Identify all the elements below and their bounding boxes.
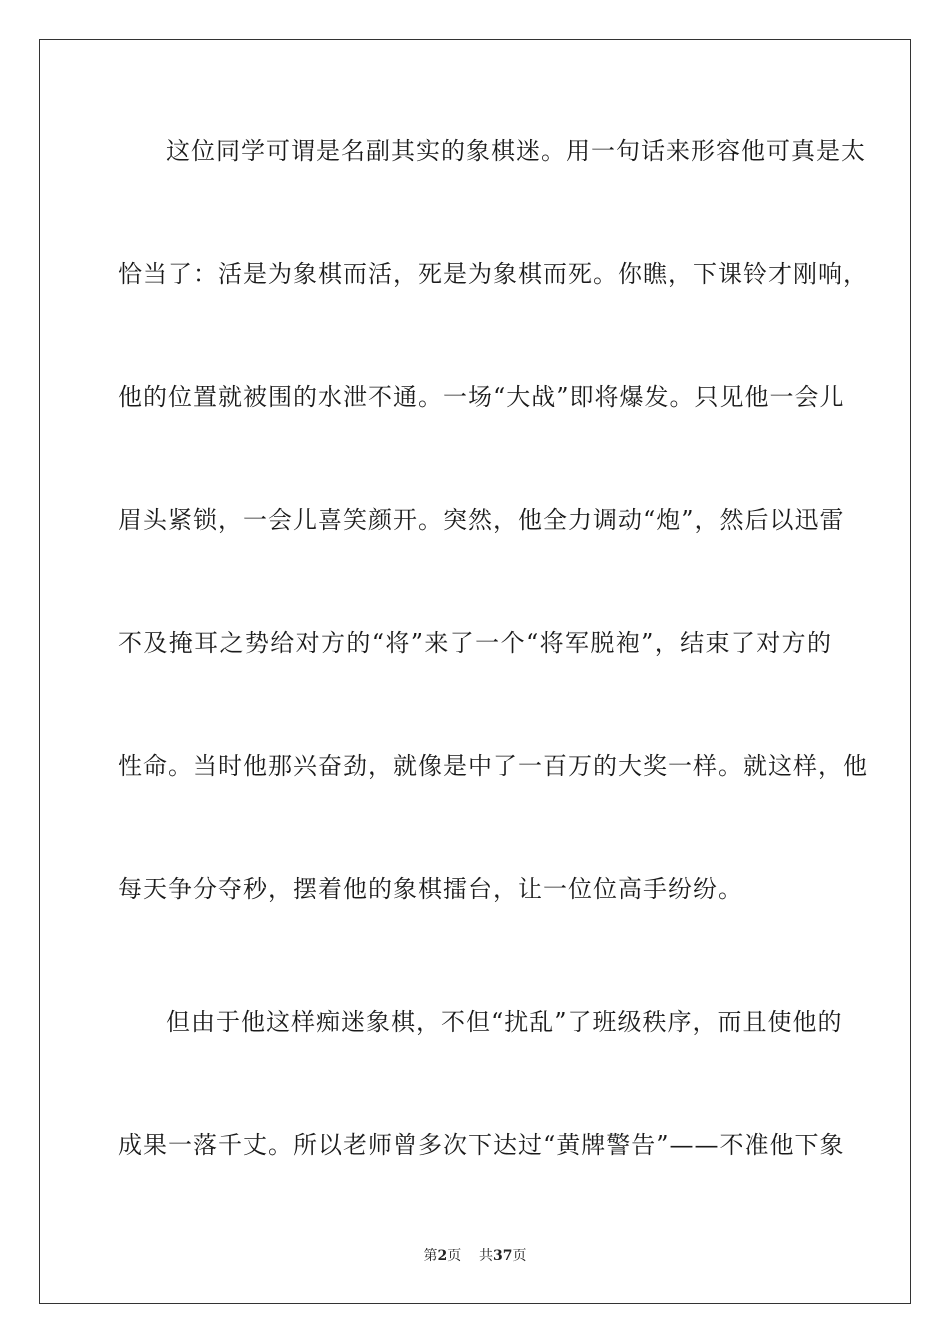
- page-number-current: 2: [437, 1248, 448, 1264]
- page-number-total: 37: [493, 1248, 513, 1264]
- paragraph-1-line-5: 不及掩耳之势给对方的“将”来了一个“将军脱袍”，结束了对方的: [118, 629, 832, 657]
- paragraph-2-line-1: 但由于他这样痴迷象棋，不但“扰乱”了班级秩序，而且使他的: [166, 1008, 843, 1036]
- page-total-prefix: 共: [479, 1248, 494, 1264]
- paragraph-1-line-1: 这位同学可谓是名副其实的象棋迷。用一句话来形容他可真是太: [166, 137, 866, 165]
- paragraph-2-line-2: 成果一落千丈。所以老师曾多次下达过“黄牌警告”——不准他下象: [118, 1131, 845, 1159]
- page-number-unit: 页: [447, 1248, 462, 1264]
- page-footer: [0, 1246, 950, 1266]
- paragraph-1-line-3: 他的位置就被围的水泄不通。一场“大战”即将爆发。只见他一会儿: [118, 383, 845, 411]
- paragraph-1-line-2: 恰当了：活是为象棋而活，死是为象棋而死。你瞧，下课铃才刚响，: [118, 260, 868, 288]
- page-number-prefix: 第: [423, 1248, 438, 1264]
- paragraph-1-line-6: 性命。当时他那兴奋劲，就像是中了一百万的大奖一样。就这样，他: [118, 752, 868, 780]
- page-border: [39, 39, 911, 1304]
- page-total-unit: 页: [512, 1248, 527, 1264]
- paragraph-1-line-7: 每天争分夺秒，摆着他的象棋擂台，让一位位高手纷纷。: [118, 875, 743, 903]
- paragraph-1-line-4: 眉头紧锁，一会儿喜笑颜开。突然，他全力调动“炮”，然后以迅雷: [118, 506, 845, 534]
